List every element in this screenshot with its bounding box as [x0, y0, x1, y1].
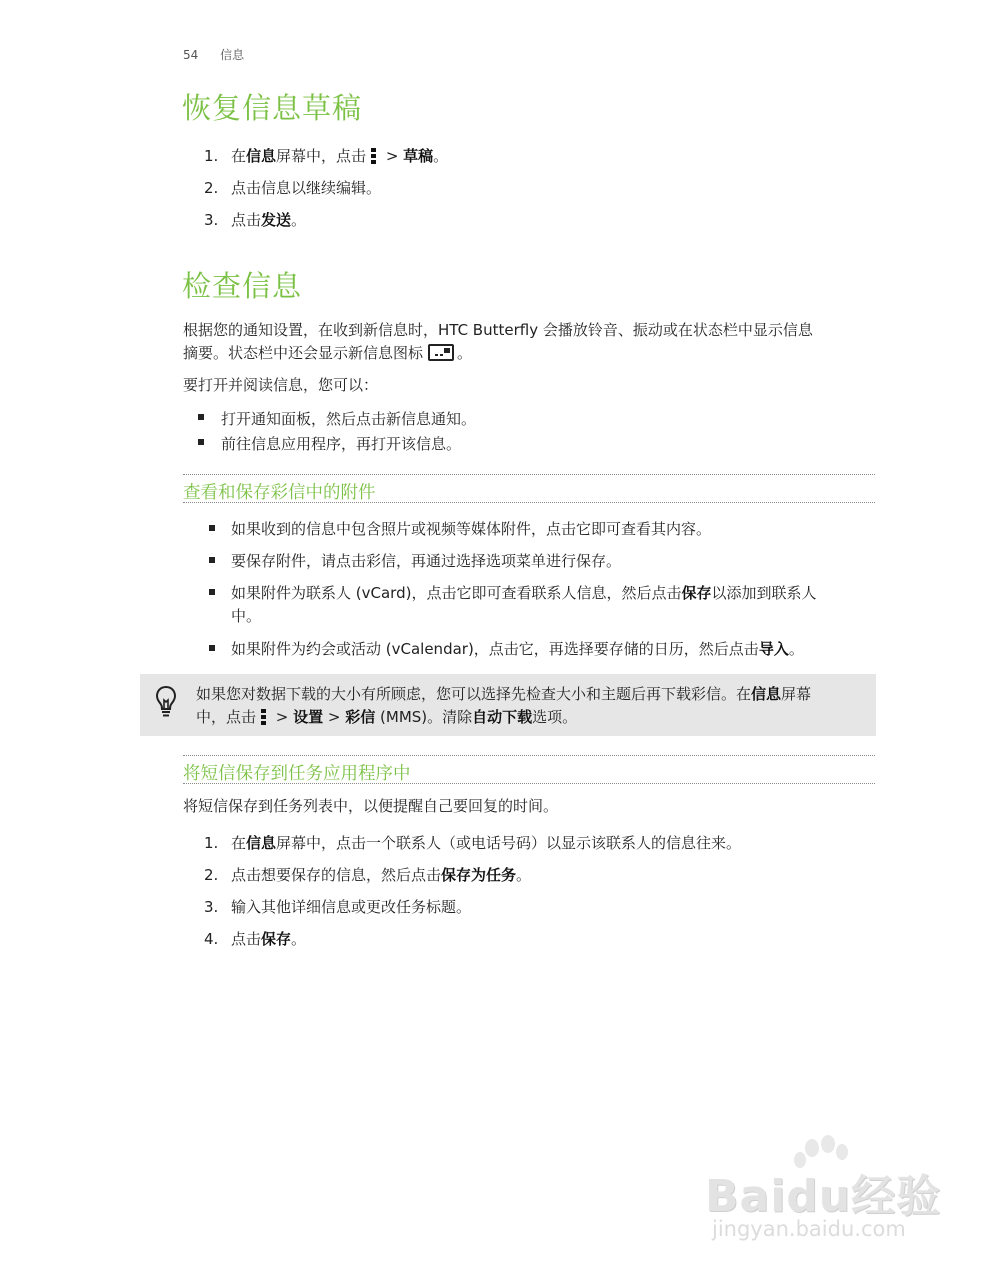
attachment-bullet-4: 如果附件为约会或活动 (vCalendar)，点击它，再选择要存储的日历，然后点击导入。: [231, 640, 804, 658]
attachment-bullet-3: 如果附件为联系人 (vCard)，点击它即可查看联系人信息，然后点击保存以添加到联系人: [231, 584, 817, 602]
restore-step-2: 点击信息以继续编辑。: [231, 179, 382, 197]
bullet-marker: [209, 645, 215, 651]
watermark-url: jingyan.baidu.com: [712, 1217, 906, 1241]
watermark-brand: Baidu经验: [705, 1171, 942, 1222]
step-number: 2.: [204, 179, 219, 197]
tip-line-2: 中，点击 > 设置 > 彩信 (MMS)。清除自动下载选项。: [196, 708, 578, 726]
check-para-2: 要打开并阅读信息，您可以：: [183, 376, 379, 394]
page-number: 54: [183, 48, 199, 62]
heading-check-messages: 检查信息: [182, 269, 303, 303]
bullet-marker: [209, 525, 215, 531]
step-number: 4.: [204, 930, 219, 948]
subheading-attachments: 查看和保存彩信中的附件: [183, 483, 376, 503]
running-header: [183, 46, 244, 63]
bullet-marker: [198, 414, 204, 420]
check-bullet-1: 打开通知面板，然后点击新信息通知。: [221, 410, 477, 428]
step-number: 3.: [204, 211, 219, 229]
check-para-line-2: 摘要。状态栏中还会显示新信息图标 。: [183, 344, 473, 362]
step-number: 1.: [204, 147, 219, 165]
tip-line-1: 如果您对数据下载的大小有所顾虑，您可以选择先检查大小和主题后再下载彩信。在信息屏幕: [196, 685, 812, 703]
task-step-2: 点击想要保存的信息，然后点击保存为任务。: [231, 866, 532, 884]
bullet-marker: [198, 439, 204, 445]
check-para-line-1: 根据您的通知设置，在收到新信息时，HTC Butterfly 会播放铃音、振动或在状态栏中显示信息: [183, 321, 813, 339]
task-step-3: 输入其他详细信息或更改任务标题。: [231, 898, 472, 916]
divider: [183, 783, 875, 784]
restore-step-1: 在信息屏幕中，点击 > 草稿。: [231, 147, 449, 165]
chapter-name: 信息: [220, 48, 245, 62]
attachment-bullet-1: 如果收到的信息中包含照片或视频等媒体附件，点击它即可查看其内容。: [231, 520, 712, 538]
step-number: 1.: [204, 834, 219, 852]
attachment-bullet-3-cont: 中。: [231, 607, 262, 625]
task-step-1: 在信息屏幕中，点击一个联系人（或电话号码）以显示该联系人的信息往来。: [231, 834, 742, 852]
bullet-marker: [209, 557, 215, 563]
task-step-4: 点击保存。: [231, 930, 307, 948]
lightbulb-icon: [155, 685, 177, 719]
menu-dots-icon: [261, 709, 266, 725]
divider: [183, 755, 875, 756]
menu-dots-icon: [371, 148, 376, 164]
attachment-bullet-2: 要保存附件，请点击彩信，再通过选择选项菜单进行保存。: [231, 552, 622, 570]
bullet-marker: [209, 589, 215, 595]
new-message-icon: [428, 344, 454, 361]
divider: [183, 474, 875, 475]
step-number: 2.: [204, 866, 219, 884]
step-number: 3.: [204, 898, 219, 916]
save-task-intro: 将短信保存到任务列表中，以便提醒自己要回复的时间。: [183, 797, 559, 815]
heading-restore-draft: 恢复信息草稿: [182, 91, 363, 125]
restore-step-3: 点击发送。: [231, 211, 307, 229]
divider: [183, 502, 875, 503]
check-bullet-2: 前往信息应用程序，再打开该信息。: [221, 435, 462, 453]
subheading-save-task: 将短信保存到任务应用程序中: [183, 764, 411, 784]
